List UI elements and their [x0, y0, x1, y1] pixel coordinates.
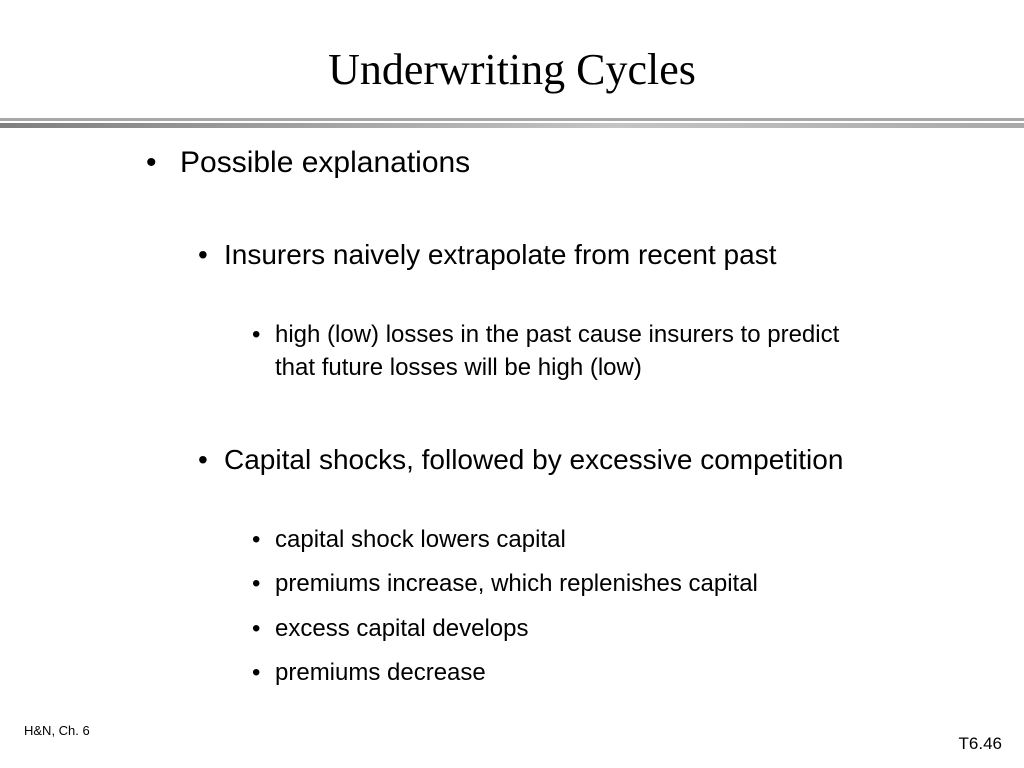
- slide-number: T6.46: [958, 734, 1002, 753]
- bullet-dot: •: [146, 146, 157, 179]
- bullet-dot: •: [252, 526, 261, 553]
- bullet-text: premiums increase, which replenishes capital: [275, 570, 758, 597]
- bullet-text: capital shock lowers capital: [275, 526, 566, 553]
- bullet-dot: •: [198, 239, 208, 270]
- bullet-text: Insurers naively extrapolate from recent past: [224, 239, 777, 270]
- bullet-capital-shocks: [198, 443, 843, 477]
- title-divider-shadow: [0, 123, 1024, 128]
- bullet-dot: •: [252, 321, 261, 348]
- bullet-extrapolate: [198, 238, 776, 272]
- bullet-text-line2: that future losses will be high (low): [275, 354, 642, 381]
- bullet-dot: •: [252, 615, 261, 642]
- bullet-text: Possible explanations: [180, 146, 471, 179]
- bullet-possible-explanations: [146, 145, 470, 181]
- slide-title: Underwriting Cycles: [328, 45, 696, 94]
- bullet-text-line1: high (low) losses in the past cause insurers to predict: [275, 321, 840, 348]
- bullet-dot: •: [252, 570, 261, 597]
- bullet-capital-shock-lowers: [252, 523, 566, 556]
- footer-source: H&N, Ch. 6: [24, 723, 90, 738]
- bullet-text: premiums decrease: [275, 659, 486, 686]
- bullet-high-low-losses: [252, 318, 839, 384]
- bullet-text: excess capital develops: [275, 615, 529, 642]
- bullet-excess-capital: [252, 612, 528, 645]
- bullet-premiums-decrease: [252, 656, 486, 689]
- bullet-premiums-increase: [252, 567, 758, 600]
- bullet-dot: •: [252, 659, 261, 686]
- bullet-text: Capital shocks, followed by excessive competition: [224, 444, 844, 475]
- title-divider: [0, 118, 1024, 121]
- bullet-dot: •: [198, 444, 208, 475]
